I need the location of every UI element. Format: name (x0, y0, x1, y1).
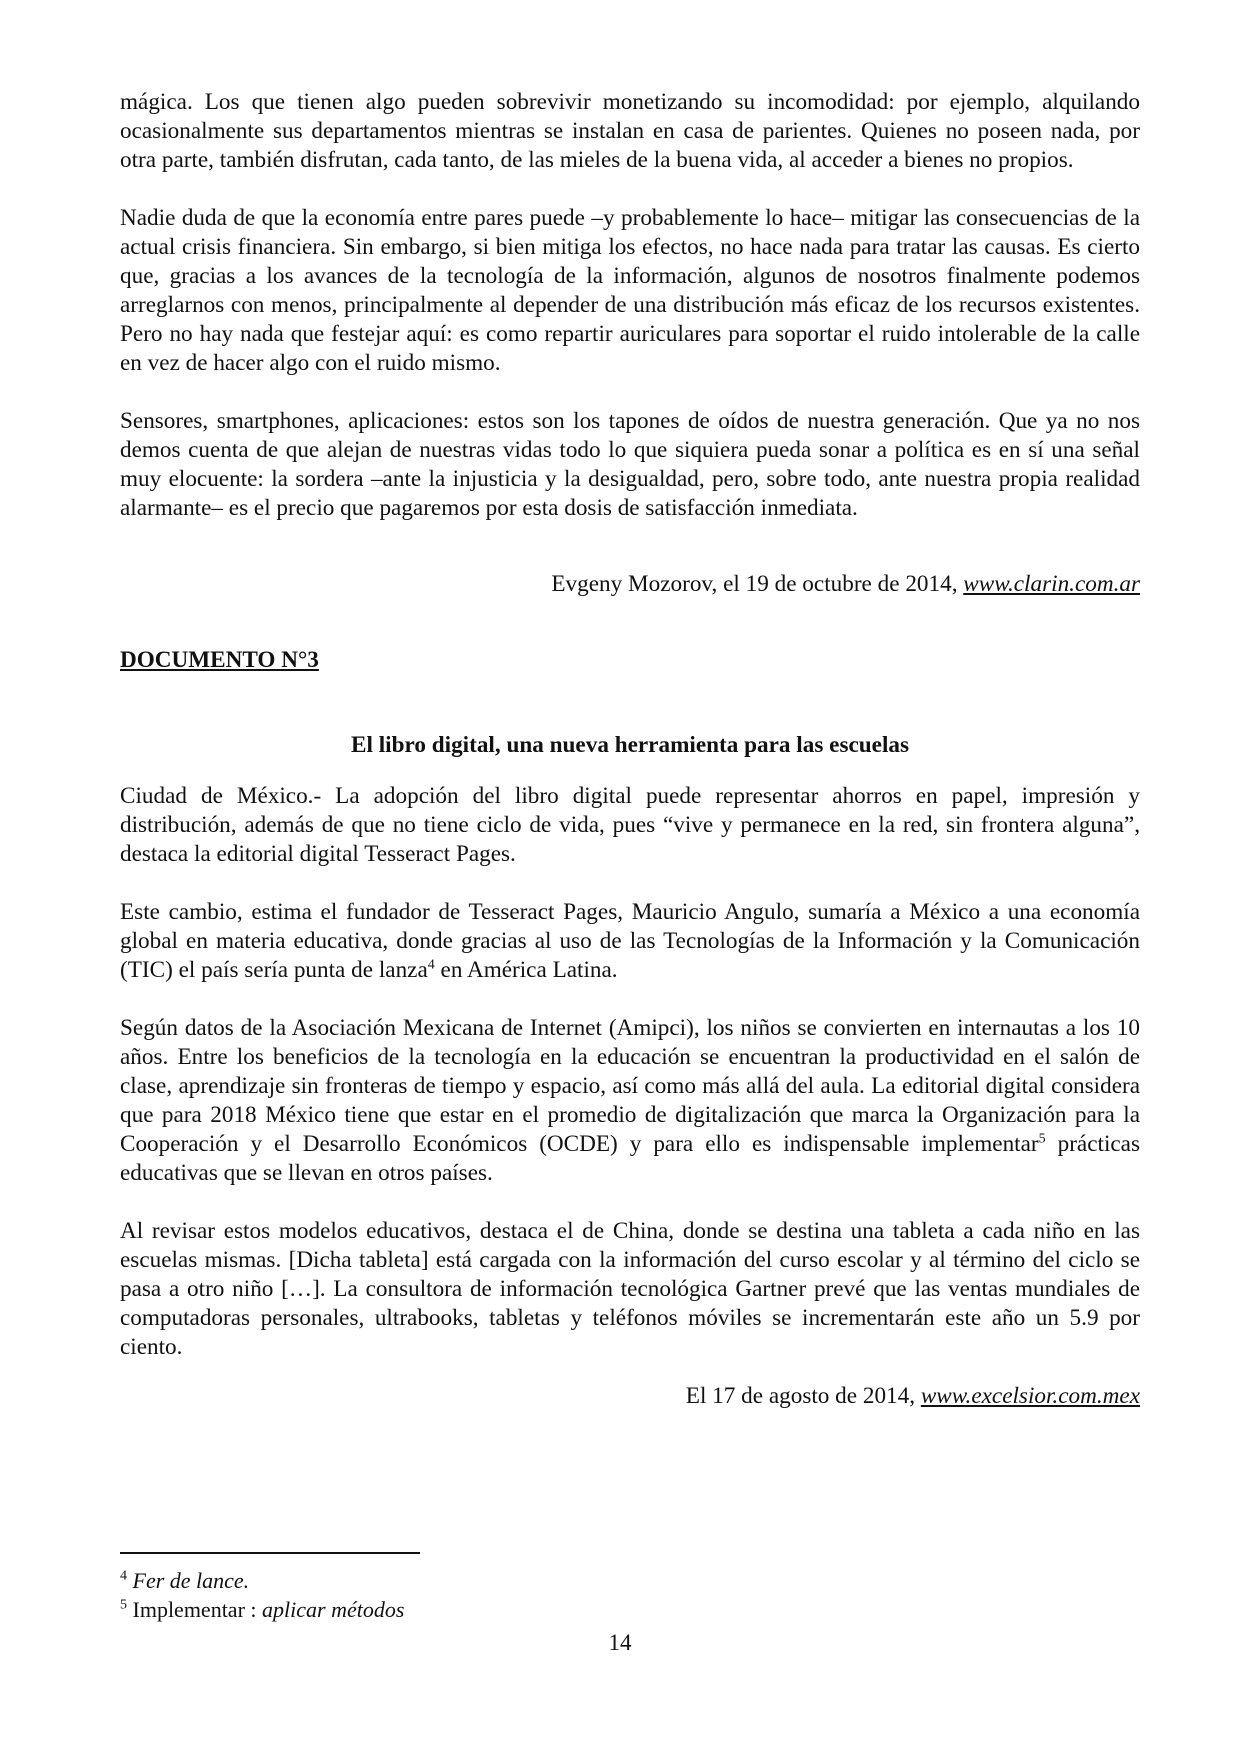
footnote-4-text: Fer de lance. (132, 1568, 250, 1593)
doc2-paragraph-3: Sensores, smartphones, aplicaciones: estos son los tapones de oídos de nuestra generación. Que ya no nos demos cuenta de que alejan de nuestras vidas todo lo que siquiera pueda sonar a política es en sí una señal muy elocuente: la sordera –ante la injusticia y la desigualdad, pero, sobre todo, ante nuestra propia realidad alarmante– es el precio que pagaremos por esta dosis de satisfacción inmediata. (120, 408, 1140, 521)
footnote-5-mark: 5 (120, 1597, 127, 1613)
doc2-source-text: Evgeny Mozorov, el 19 de octubre de 2014, (551, 571, 964, 597)
doc3-paragraph-2 (120, 898, 1140, 985)
footnote-4-mark: 4 (120, 1568, 127, 1584)
footnote-4 (120, 1566, 1140, 1595)
footnote-5 (120, 1595, 1140, 1624)
doc3-paragraph-3-end: prácticas educativas que se llevan en otros países. (120, 1131, 1140, 1186)
doc3-paragraph-4: Al revisar estos modelos educativos, destaca el de China, donde se destina una tableta a cada niño en las escuelas mismas. [Dicha tableta] está cargada con la información del curso escolar y al término del ciclo se pasa a otro niño […]. La consultora de información tecnológica Gartner prevé que las ventas mundiales de computadoras personales, ultrabooks, tabletas y teléfonos móviles se incrementarán este año un 5.9 por ciento. (120, 1218, 1140, 1360)
doc2-source-line (120, 570, 1140, 599)
doc3-source-link[interactable]: www.excelsior.com.mex (920, 1383, 1140, 1409)
doc3-paragraph-3 (120, 1014, 1140, 1188)
document-page (120, 88, 1140, 1411)
footnotes (120, 1566, 1140, 1624)
doc3-paragraph-3-text: Según datos de la Asociación Mexicana de Internet (Amipci), los niños se convierten en internautas a los 10 años. Entre los beneficios de la tecnología en la educación se encuentran la productividad en el salón de clase, aprendizaje sin fronteras de tiempo y espacio, así como más allá del aula. La editorial digital considera que para 2018 México tiene que estar en el promedio de digitalización que marca la Organización para la Cooperación y el Desarrollo Económicos (OCDE) y para ello es indispensable implementar (120, 1015, 1140, 1157)
footnote-ref-5[interactable]: 5 (1038, 1131, 1046, 1147)
doc3-source-text: El 17 de agosto de 2014, (685, 1383, 921, 1409)
footnote-5-text: aplicar métodos (262, 1597, 405, 1622)
doc3-paragraph-2-text: Este cambio, estima el fundador de Tesseract Pages, Mauricio Angulo, sumaría a México a una economía global en materia educativa, donde gracias al uso de las Tecnologías de la Información y la Comunicación (TIC) el país sería punta de lanza (120, 899, 1140, 983)
doc3-source-line (120, 1382, 1140, 1411)
doc3-paragraph-2-end: en América Latina. (434, 957, 618, 983)
page-number: 14 (608, 1630, 632, 1655)
document-3-title: El libro digital, una nueva herramienta para las escuelas (350, 732, 910, 758)
document-3-label: DOCUMENTO N°3 (120, 647, 319, 673)
footnote-separator (120, 1552, 420, 1554)
doc2-paragraph-2: Nadie duda de que la economía entre pares puede –y probablemente lo hace– mitigar las consecuencias de la actual crisis financiera. Sin embargo, si bien mitiga los efectos, no hace nada para tratar las causas. Es cierto que, gracias a los avances de la tecnología de la información, algunos de nosotros finalmente podemos arreglarnos con menos, principalmente al depender de una distribución más eficaz de los recursos existentes. Pero no hay nada que festejar aquí: es como repartir auriculares para soportar el ruido intolerable de la calle en vez de hacer algo con el ruido mismo. (120, 205, 1140, 376)
doc2-source-link[interactable]: www.clarin.com.ar (963, 571, 1140, 597)
doc2-paragraph-1: mágica. Los que tienen algo pueden sobrevivir monetizando su incomodidad: por ejemplo, alquilando ocasionalmente sus departamentos mientras se instalan en casa de parientes. Quienes no poseen nada, por otra parte, también disfrutan, cada tanto, de las mieles de la buena vida, al acceder a bienes no propios. (120, 89, 1140, 173)
footnote-5-prefix: Implementar : (132, 1597, 263, 1622)
doc3-paragraph-1: Ciudad de México.- La adopción del libro digital puede representar ahorros en papel, impresión y distribución, además de que no tiene ciclo de vida, pues “vive y permanece en la red, sin frontera alguna”, destaca la editorial digital Tesseract Pages. (120, 783, 1140, 867)
footnote-ref-4[interactable]: 4 (427, 957, 435, 973)
